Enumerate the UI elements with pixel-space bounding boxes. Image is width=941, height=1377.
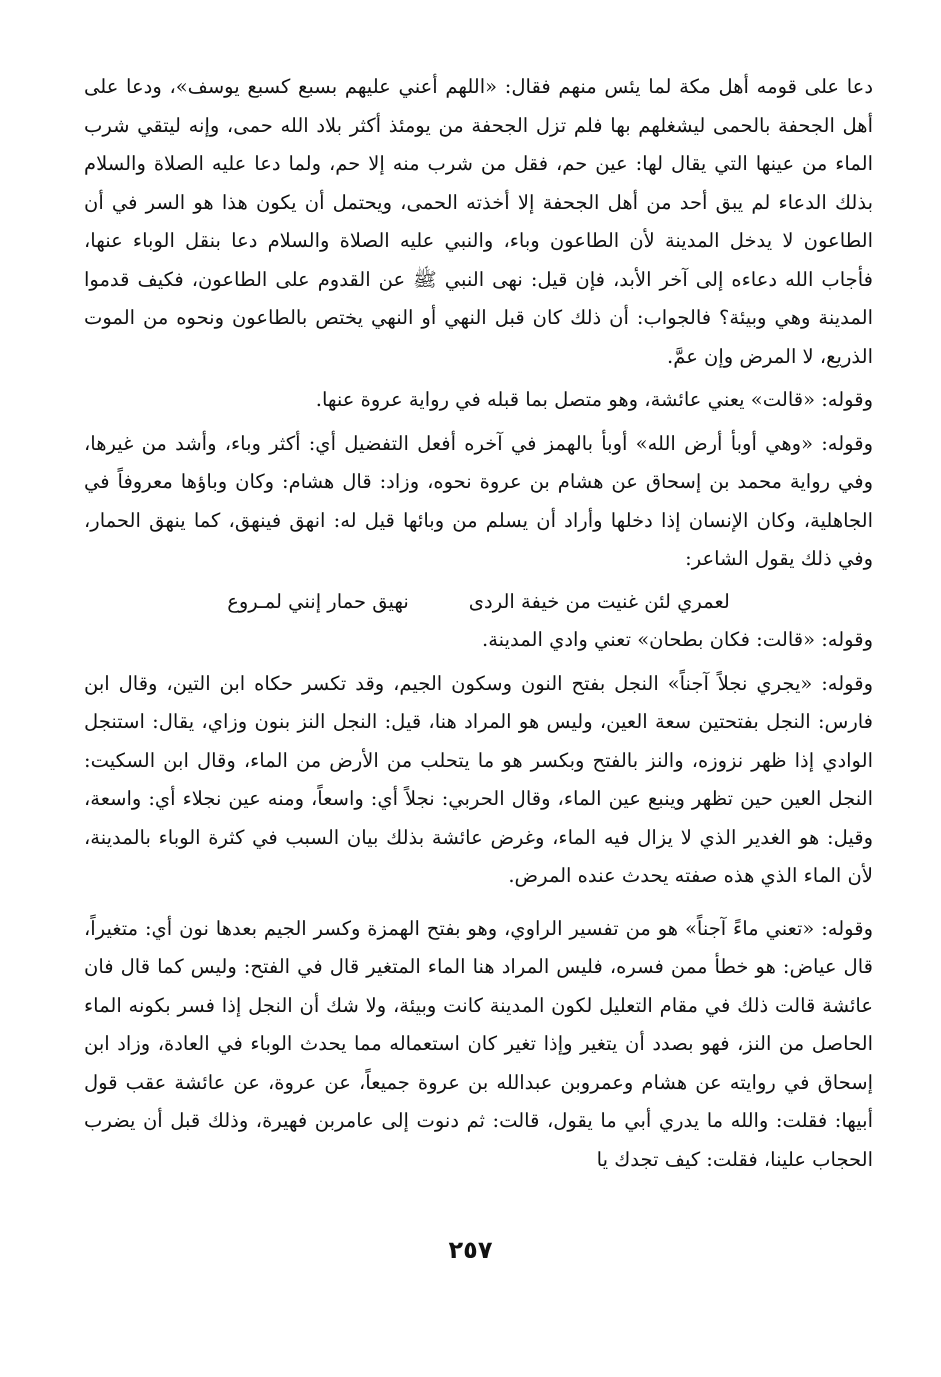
paragraph-6: وقوله: «تعني ماءً آجناً» هو من تفسير الراوي، وهو بفتح الهمزة وكسر الجيم بعدها نون أي: متغيراً، قال عياض: هو خطأ ممن فسره، فليس المراد هنا الماء المتغير قال في الفتح: وليس كما قال فان عائشة قالت ذلك في مقام التعليل لكون المدينة كانت وبيئة، ولا شك أن النجل إذا فسر بكونه الماء الحاصل من النز، فهو بصدد أن يتغير وإذا تغير كان استعماله مما يحدث الوباء في العادة، وزاد ابن إسحاق في روايته عن هشام وعمروبن عبدالله بن عروة جميعاً، عن عروة، عن عائشة عقب قول أبيها: فقلت: والله ما يدري أبي ما يقول، قالت: ثم دنوت إلى عامربن فهيرة، وذلك قبل أن يضرب الحجاب علينا، فقلت: كيف تجدك يا xyxy=(84,916,873,1171)
verse-second-hemistich: نهيق حمار إنني لمـروع xyxy=(227,589,409,613)
poetry-verse xyxy=(84,583,873,622)
body-text xyxy=(84,68,873,1179)
verse-first-hemistich: لعمري لئن غنيت من خيفة الردى xyxy=(468,589,730,613)
paragraph-2: وقوله: «قالت» يعني عائشة، وهو متصل بما قبله في رواية عروة عنها. xyxy=(315,388,873,411)
paragraph-4: وقوله: «قالت: فكان بطحان» تعني وادي المدينة. xyxy=(482,628,873,651)
page-number: ٢٥٧ xyxy=(448,1236,493,1264)
paragraph-1: دعا على قومه أهل مكة لما يئس منهم فقال: «اللهم أعني عليهم بسبع كسبع يوسف»، ودعا على أهل الجحفة بالحمى ليشغلهم بها فلم تزل الجحفة من يومئذ أكثر بلاد الله حمى، وإنه ليتقي شرب الماء من عينها التي يقال لها: عين حم، فقل من شرب منه إلا حم، ولما دعا عليه الصلاة والسلام بذلك الدعاء لم يبق أحد من أهل الجحفة إلا أخذته الحمى، ويحتمل أن يكون هذا هو السر في أن الطاعون لا يدخل المدينة لأن الطاعون وباء، والنبي عليه الصلاة والسلام دعا بنقل الوباء عنها، فأجاب الله دعاءه إلى آخر الأبد، فإن قيل: نهى النبي ﷺ عن القدوم على الطاعون، فكيف قدموا المدينة وهي وبيئة؟ فالجواب: أن ذلك كان قبل النهي أو النهي يختص بالطاعون ونحوه من الموت الذريع، لا المرض وإن عمَّ. xyxy=(84,75,873,368)
paragraph-5: وقوله: «يجري نجلاً آجناً» النجل بفتح النون وسكون الجيم، وقد تكسر حكاه ابن التين، وقال ابن فارس: النجل بفتحتين سعة العين، وليس هو المراد هنا، قيل: النجل النز بنون وزاي، يقال: استنجل الوادي إذا ظهر نزوزه، والنز بالفتح وبكسر هو ما يتحلب من الأرض من الماء، وقال ابن السكيت: النجل العين حين تظهر وينبع عين الماء، وقال الحربي: نجلاً أي: واسعاً، ومنه عين نجلاء أي: واسعة، وقيل: هو الغدير الذي لا يزال فيه الماء، وغرض عائشة بذلك بيان السبب في كثرة الوباء بالمدينة، لأن الماء الذي هذه صفته يحدث عنده المرض. xyxy=(84,671,873,887)
paragraph-3: وقوله: «وهي أوبأ أرض الله» أوبأ بالهمز في آخره أفعل التفضيل أي: أكثر وباء، وأشد من غيرها، وفي رواية محمد بن إسحاق عن هشام بن عروة نحوه، وزاد: قال هشام: وكان وباؤها معروفاً في الجاهلية، وكان الإنسان إذا دخلها وأراد أن يسلم من وبائها قيل له: انهق فينهق، كما ينهق الحمار، وفي ذلك يقول الشاعر: xyxy=(84,431,873,570)
